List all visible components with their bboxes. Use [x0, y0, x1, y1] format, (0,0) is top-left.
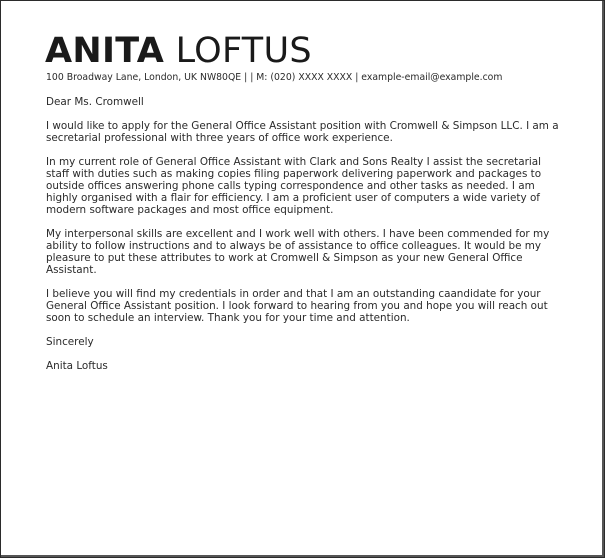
contact-line: 100 Broadway Lane, London, UK NW80QE | | M: (020) XXXX XXXX | example-email@example.com — [46, 72, 503, 83]
letter-body — [46, 96, 561, 384]
paragraph-4: I believe you will find my credentials in order and that I am an outstanding caandidate for your General Office Assistant position. I look forward to hearing from you and hope you will reach out soon to schedule an interview. Thank you for your time and attention. — [46, 288, 548, 324]
last-name: LOFTUS — [175, 31, 312, 71]
paragraph-1: I would like to apply for the General Office Assistant position with Cromwell & Simpson LLC. I am a secretarial professional with three years of office work experience. — [46, 120, 559, 144]
applicant-name — [45, 31, 312, 71]
closing: Sincerely — [46, 336, 94, 348]
signature: Anita Loftus — [46, 360, 108, 372]
paragraph-3: My interpersonal skills are excellent and I work well with others. I have been commended for my ability to follow instructions and to always be of assistance to office colleagues. It would be my pleasure to put these attributes to work at Cromwell & Simpson as your new General Office Assistant. — [46, 228, 550, 276]
paragraph-2: In my current role of General Office Assistant with Clark and Sons Realty I assist the secretarial staff with duties such as making copies filing paperwork delivering paperwork and packages to outside offices answering phone calls typing correspondence and other tasks as needed. I am highly organised with a flair for efficiency. I am a proficient user of computers a wide variety of modern software packages and most office equipment. — [46, 156, 542, 216]
first-name: ANITA — [45, 31, 165, 71]
salutation: Dear Ms. Cromwell — [46, 96, 144, 108]
